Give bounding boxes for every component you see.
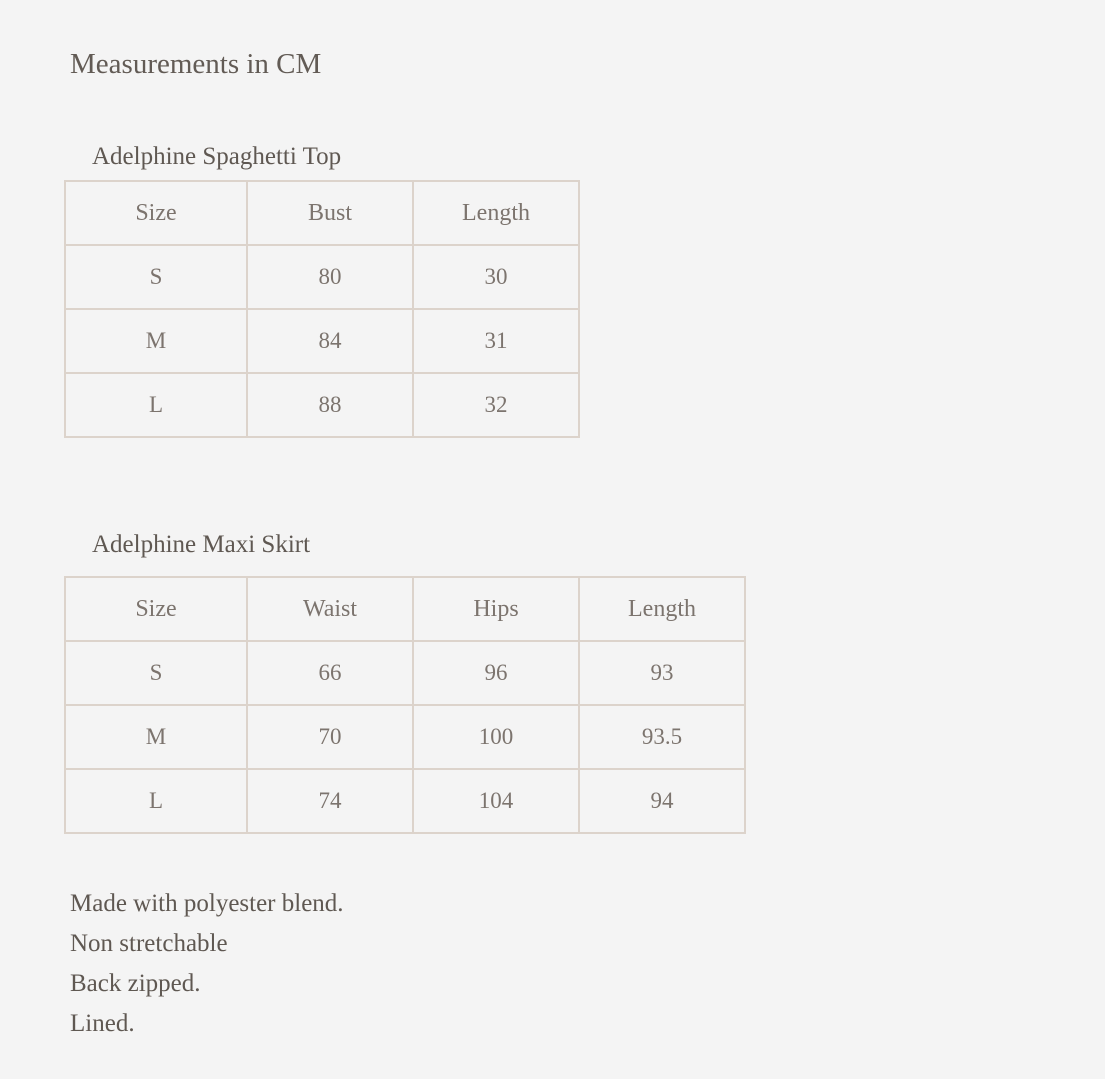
- cell-length: 93.5: [579, 705, 745, 769]
- top-size-table: [64, 180, 580, 438]
- header-size: Size: [65, 181, 247, 245]
- cell-bust: 80: [247, 245, 413, 309]
- table-row: [65, 705, 745, 769]
- skirt-size-table: [64, 576, 746, 834]
- cell-size: S: [65, 641, 247, 705]
- header-length: Length: [413, 181, 579, 245]
- table-row: [65, 641, 745, 705]
- note-material: Made with polyester blend.: [70, 890, 344, 917]
- cell-length: 93: [579, 641, 745, 705]
- cell-length: 30: [413, 245, 579, 309]
- cell-hips: 100: [413, 705, 579, 769]
- skirt-table-title: Adelphine Maxi Skirt: [92, 531, 311, 558]
- cell-waist: 74: [247, 769, 413, 833]
- note-lining: Lined.: [70, 1010, 135, 1037]
- top-table-title: Adelphine Spaghetti Top: [92, 143, 342, 170]
- cell-length: 94: [579, 769, 745, 833]
- cell-length: 32: [413, 373, 579, 437]
- cell-bust: 88: [247, 373, 413, 437]
- cell-size: L: [65, 373, 247, 437]
- product-notes: [70, 884, 344, 1044]
- table-row: [65, 373, 579, 437]
- cell-bust: 84: [247, 309, 413, 373]
- table-row: [65, 769, 745, 833]
- cell-length: 31: [413, 309, 579, 373]
- cell-size: L: [65, 769, 247, 833]
- note-stretch: Non stretchable: [70, 930, 228, 957]
- cell-waist: 66: [247, 641, 413, 705]
- header-waist: Waist: [247, 577, 413, 641]
- header-length: Length: [579, 577, 745, 641]
- header-hips: Hips: [413, 577, 579, 641]
- cell-size: M: [65, 705, 247, 769]
- table-header-row: [65, 181, 579, 245]
- cell-hips: 96: [413, 641, 579, 705]
- cell-size: M: [65, 309, 247, 373]
- table-row: [65, 245, 579, 309]
- table-row: [65, 309, 579, 373]
- page-heading: Measurements in CM: [70, 48, 322, 80]
- header-bust: Bust: [247, 181, 413, 245]
- cell-size: S: [65, 245, 247, 309]
- cell-waist: 70: [247, 705, 413, 769]
- header-size: Size: [65, 577, 247, 641]
- cell-hips: 104: [413, 769, 579, 833]
- table-header-row: [65, 577, 745, 641]
- note-closure: Back zipped.: [70, 970, 201, 997]
